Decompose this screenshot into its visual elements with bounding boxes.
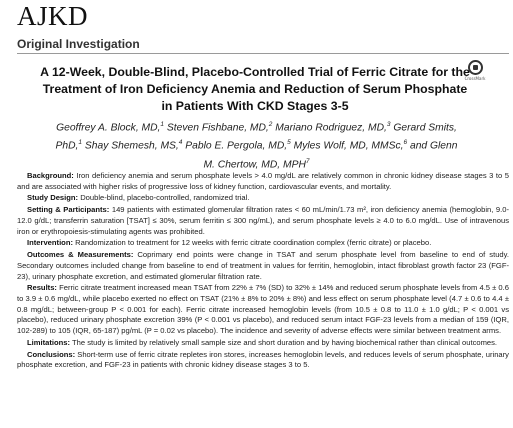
author-name: Geoffrey A. Block, MD, (56, 122, 161, 134)
crossmark-label: CrossMark (464, 76, 486, 81)
journal-logo: AJKD (17, 1, 89, 31)
author-affiliation-mark: 1 (78, 139, 83, 147)
conclusions-text: Short-term use of ferric citrate repletes iron stores, increases hemoglobin levels, and reduces levels of serum phosphate, urinary phosphate excretion, and FGF-23 in patients with chronic kidney disease stages 3 to 5. (17, 349, 509, 370)
author-list (50, 117, 463, 172)
author-affiliation-mark: 4 (178, 139, 183, 147)
design-label: Study Design: (27, 193, 79, 203)
header-divider (17, 53, 509, 54)
background-label: Background: (27, 171, 74, 180)
abstract (17, 171, 509, 372)
background-text: Iron deficiency anemia and serum phosphate levels > 4.0 mg/dL are relatively common in chronic kidney disease stages 3 to 5 and are associated with higher risks of progressive loss of kidney function, cardiovascular events, and mortality. (17, 171, 509, 191)
author-affiliation-mark: 6 (403, 139, 408, 147)
abstract-background (17, 171, 509, 192)
abstract-outcomes (17, 250, 509, 282)
setting-label: Setting & Participants: (27, 205, 110, 215)
abstract-limitations (17, 338, 509, 349)
intervention-text: Randomization to treatment for 12 weeks with ferric citrate coordination complex (ferric citrate) or placebo. (75, 238, 432, 248)
abstract-intervention (17, 238, 509, 249)
article-title: A 12-Week, Double-Blind, Placebo-Controlled Trial of Ferric Citrate for the Treatment of Iron Deficiency Anemia and Reduction of Serum Phosphate in Patients With CKD Stages 3-5 (40, 65, 470, 113)
author-name: Mariano Rodriguez, MD, (275, 122, 387, 134)
abstract-results (17, 283, 509, 336)
limitations-label: Limitations: (27, 337, 71, 347)
results-text: Ferric citrate treatment increased mean TSAT from 22% ± 7% (SD) to 32% ± 14% and reduced serum phosphate levels from 4.5 ± 0.6 to 3.9 ± 0.6 mg/dL, while placebo exerted no effect on TSAT (21% ± 8% to 20% ± 8%) and less effect on serum phosphate level (4.7 ± 0.6 to 4.4 ± 0.8 mg/dL; between-group P < 0.001 for each). Ferric citrate increased hemoglobin levels (from 10.5 ± 0.8 to 11.0 ± 1.0 g/dL; P < 0.001 vs placebo), reduced urinary phosphate excretion 39% (P < 0.001 vs placebo), and reduced serum intact FGF-23 levels from a median of 159 (IQR, 102-289) to 105 (IQR, 65-187) pg/mL (P = 0.02 vs placebo). The incidence and severity of adverse effects were similar between treatment arms. (17, 283, 509, 335)
author-affiliation-mark: 7 (305, 157, 310, 165)
author-name: Pablo E. Pergola, MD, (185, 140, 288, 152)
intervention-label: Intervention: (27, 238, 73, 248)
author-name: Steven Fishbane, MD, (166, 122, 269, 134)
outcomes-text: Coprimary end points were change in TSAT and serum phosphate level from baseline to end of study. Secondary outcomes included change from baseline to end of treatment in values for ferritin, hemoglobin, intact fibroblast growth factor 23 (FGF-23), urinary phosphate excretion, and estimated glomerular filtration rate. (17, 250, 509, 281)
author-affiliation-mark: 2 (268, 121, 273, 128)
abstract-design (17, 193, 509, 204)
limitations-text: The study is limited by relatively small sample size and short duration and by having biochemical rather than clinical outcomes. (72, 337, 498, 347)
setting-text: 149 patients with estimated glomerular filtration rates < 60 mL/min/1.73 m², iron deficiency anemia (hemoglobin, 9.0-12.0 g/dL; transferrin saturation [TSAT] ≤ 30%, serum ferritin ≤ 300 ng/mL), and serum phosphate levels ≥ 4.0 to 6.0 mg/dL. Use of intravenous iron or erythropoiesis-stimulating agents was prohibited. (17, 205, 509, 236)
author-name: Myles Wolf, MD, MMSc, (293, 140, 404, 152)
author-name: and Glenn M. Chertow, MD, MPH (203, 140, 458, 171)
author-name: Shay Shemesh, MS, (84, 140, 179, 152)
author-affiliation-mark: 1 (160, 121, 165, 128)
article-section-label: Original Investigation (17, 37, 140, 51)
author-affiliation-mark: 3 (386, 121, 391, 128)
results-label: Results: (27, 283, 57, 293)
abstract-setting (17, 205, 509, 237)
outcomes-label: Outcomes & Measurements: (27, 250, 134, 260)
abstract-conclusions (17, 350, 509, 371)
author-name: Gerard Smits, PhD, (55, 122, 457, 152)
author-affiliation-mark: 5 (287, 139, 291, 147)
design-text: Double-blind, placebo-controlled, randomized trial. (80, 193, 250, 203)
conclusions-label: Conclusions: (27, 349, 76, 359)
